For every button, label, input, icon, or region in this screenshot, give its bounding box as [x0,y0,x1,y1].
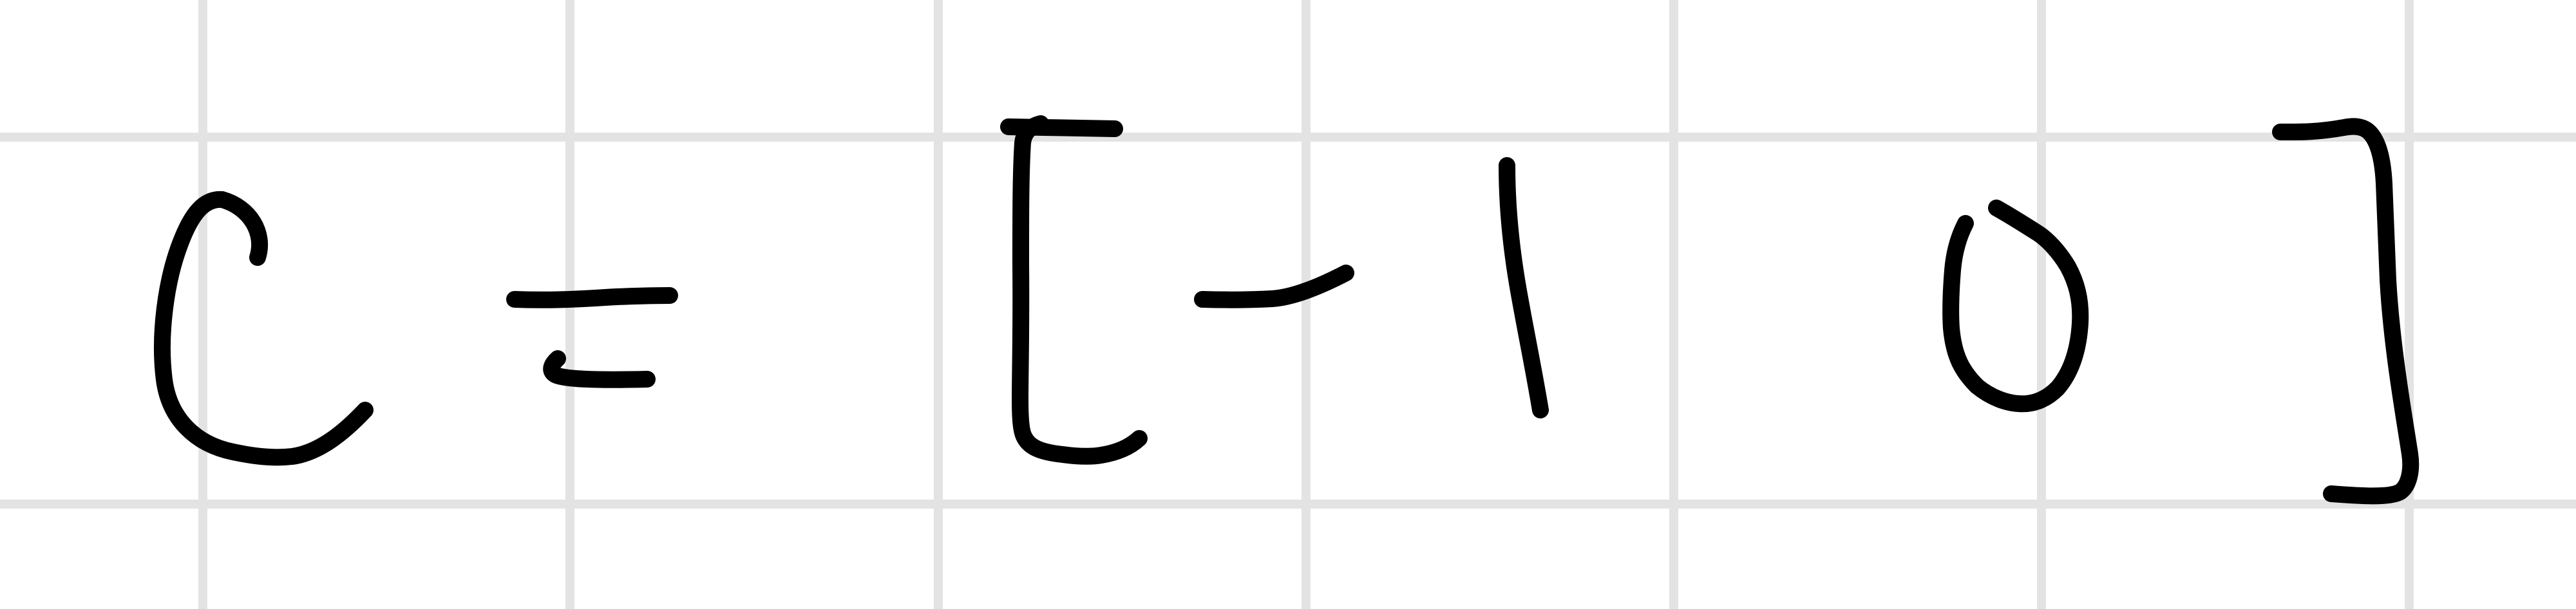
equals-top-stroke [515,295,670,300]
